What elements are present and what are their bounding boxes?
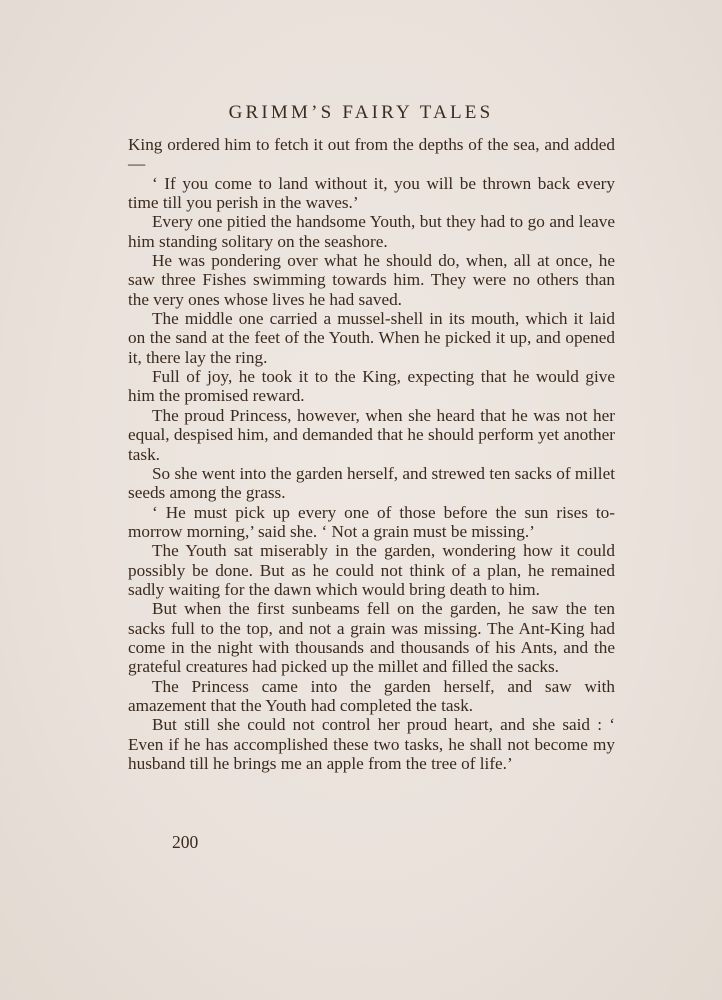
paragraph: The middle one carried a mussel-shell in its mouth, which it laid on the sand at the feet of the Youth. When he picked it up, and opened it, there lay the ring. <box>128 309 615 367</box>
paragraph: So she went into the garden herself, and strewed ten sacks of millet seeds among the grass. <box>128 463 615 503</box>
body-text <box>128 135 615 773</box>
paragraph: Every one pitied the handsome Youth, but they had to go and leave him standing solitary on the seashore. <box>128 212 615 251</box>
paragraph: ‘ He must pick up every one of those before the sun rises to-morrow morning,’ said she. ‘ Not a grain must be missing.’ <box>128 502 615 541</box>
paragraph: Full of joy, he took it to the King, expecting that he would give him the promised reward. <box>128 367 615 406</box>
paragraph: The Princess came into the garden herself, and saw with amazement that the Youth had completed the task. <box>128 676 615 715</box>
paragraph: ‘ If you come to land without it, you will be thrown back every time till you perish in the waves.’ <box>128 173 615 213</box>
paragraph: King ordered him to fetch it out from the depths of the sea, and added— <box>128 135 615 174</box>
paragraph: The proud Princess, however, when she heard that he was not her equal, despised him, and demanded that he should perform yet another task. <box>128 405 615 464</box>
paragraph: He was pondering over what he should do, when, all at once, he saw three Fishes swimming towards him. They were no others than the very ones whose lives he had saved. <box>128 251 615 309</box>
paragraph: But still she could not control her proud heart, and she said : ‘ Even if he has accomplished these two tasks, he shall not become my husband till he brings me an apple from the tree of life.’ <box>128 715 615 773</box>
page-number: 200 <box>172 832 199 852</box>
running-head: GRIMM’S FAIRY TALES <box>228 102 494 123</box>
paragraph: But when the first sunbeams fell on the garden, he saw the ten sacks full to the top, and not a grain was missing. The Ant-King had come in the night with thousands and thousands of his Ants, and the grateful creatures had picked up the millet and filled the sacks. <box>128 599 615 677</box>
paragraph: The Youth sat miserably in the garden, wondering how it could possibly be done. But as he could not think of a plan, he remained sadly waiting for the dawn which would bring death to him. <box>128 541 615 599</box>
